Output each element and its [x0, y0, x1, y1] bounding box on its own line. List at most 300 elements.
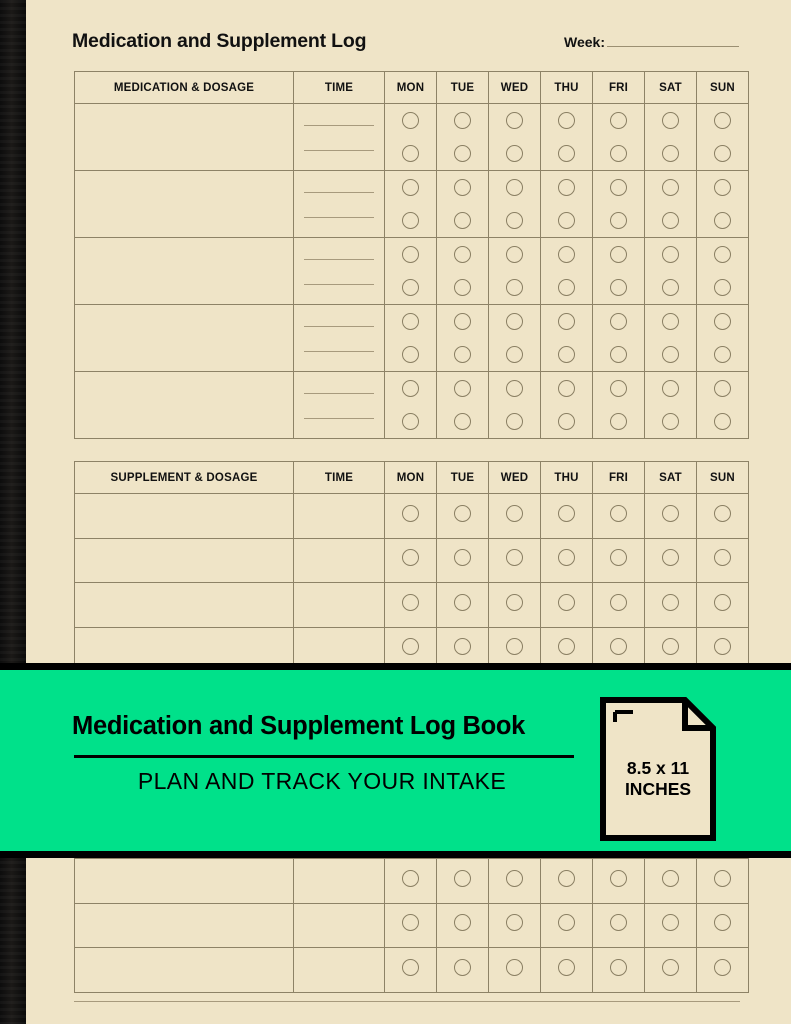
checkbox-circle-icon[interactable] [610, 914, 627, 931]
medication-day-cell[interactable] [541, 238, 593, 305]
checkbox-circle-icon[interactable] [558, 246, 575, 263]
time-line [304, 124, 374, 126]
checkbox-circle-icon[interactable] [454, 346, 471, 363]
checkbox-circle-icon[interactable] [662, 594, 679, 611]
header-sat: SAT [645, 72, 697, 104]
checkbox-circle-icon[interactable] [506, 380, 523, 397]
checkbox-circle-icon[interactable] [558, 112, 575, 129]
header-medication-dosage: MEDICATION & DOSAGE [75, 72, 294, 104]
time-line [304, 417, 374, 419]
table-row [75, 238, 749, 305]
supplement-day-cell[interactable] [593, 494, 645, 539]
supplement-day-cell[interactable] [385, 583, 437, 628]
checkbox-circle-icon[interactable] [506, 179, 523, 196]
continuation-time-cell[interactable] [294, 903, 385, 948]
medication-day-cell[interactable] [489, 238, 541, 305]
supplement-name-cell[interactable] [75, 494, 294, 539]
supplement-day-cell[interactable] [593, 627, 645, 663]
checkbox-circle-icon[interactable] [714, 413, 731, 430]
checkbox-circle-icon[interactable] [662, 179, 679, 196]
checkbox-circle-icon[interactable] [506, 279, 523, 296]
supplement-day-cell[interactable] [489, 538, 541, 583]
supplement-day-cell[interactable] [385, 494, 437, 539]
checkbox-circle-icon[interactable] [662, 959, 679, 976]
table-row [75, 171, 749, 238]
continuation-day-cell[interactable] [489, 948, 541, 993]
medication-time-cell[interactable] [294, 104, 385, 171]
medication-day-cell[interactable] [541, 171, 593, 238]
continuation-day-cell[interactable] [385, 859, 437, 904]
medication-name-cell[interactable] [75, 171, 294, 238]
continuation-day-cell[interactable] [437, 948, 489, 993]
checkbox-circle-icon[interactable] [454, 246, 471, 263]
supplement-day-cell[interactable] [593, 583, 645, 628]
medication-time-cell[interactable] [294, 171, 385, 238]
checkbox-circle-icon[interactable] [402, 145, 419, 162]
checkbox-circle-icon[interactable] [714, 279, 731, 296]
checkbox-circle-icon[interactable] [506, 870, 523, 887]
checkbox-circle-icon[interactable] [714, 505, 731, 522]
checkbox-circle-icon[interactable] [558, 346, 575, 363]
book-spine [0, 0, 26, 1024]
checkbox-circle-icon[interactable] [714, 549, 731, 566]
checkbox-circle-icon[interactable] [454, 959, 471, 976]
checkbox-circle-icon[interactable] [558, 380, 575, 397]
table-row [75, 104, 749, 171]
checkbox-pair [697, 305, 748, 371]
checkbox-circle-icon[interactable] [454, 870, 471, 887]
checkbox-circle-icon[interactable] [714, 179, 731, 196]
supplement-time-cell[interactable] [294, 538, 385, 583]
badge-line-2: INCHES [624, 778, 692, 799]
supplement-day-cell[interactable] [645, 627, 697, 663]
checkbox-pair [437, 238, 488, 304]
checkbox-circle-icon[interactable] [454, 638, 471, 655]
medication-day-cell[interactable] [437, 372, 489, 439]
checkbox-circle-icon[interactable] [402, 313, 419, 330]
header-supp-mon: MON [385, 462, 437, 494]
checkbox-circle-icon[interactable] [454, 380, 471, 397]
checkbox-circle-icon[interactable] [714, 870, 731, 887]
supplement-day-cell[interactable] [697, 494, 749, 539]
book-cover-page [26, 0, 791, 1024]
checkbox-circle-icon[interactable] [506, 212, 523, 229]
medication-day-cell[interactable] [437, 305, 489, 372]
checkbox-circle-icon[interactable] [454, 212, 471, 229]
continuation-day-cell[interactable] [593, 859, 645, 904]
medication-day-cell[interactable] [541, 104, 593, 171]
supplement-day-cell[interactable] [541, 583, 593, 628]
supplement-day-cell[interactable] [437, 583, 489, 628]
medication-day-cell[interactable] [489, 104, 541, 171]
medication-time-cell[interactable] [294, 305, 385, 372]
checkbox-circle-icon[interactable] [558, 638, 575, 655]
checkbox-circle-icon[interactable] [558, 413, 575, 430]
checkbox-circle-icon[interactable] [610, 594, 627, 611]
continuation-day-cell[interactable] [385, 948, 437, 993]
medication-day-cell[interactable] [697, 372, 749, 439]
checkbox-circle-icon[interactable] [506, 246, 523, 263]
checkbox-circle-icon[interactable] [506, 346, 523, 363]
supplement-name-cell[interactable] [75, 538, 294, 583]
week-field-group [564, 32, 751, 50]
checkbox-circle-icon[interactable] [714, 914, 731, 931]
medication-day-cell[interactable] [489, 372, 541, 439]
checkbox-circle-icon[interactable] [506, 594, 523, 611]
checkbox-circle-icon[interactable] [610, 279, 627, 296]
checkbox-circle-icon[interactable] [558, 594, 575, 611]
checkbox-circle-icon[interactable] [662, 313, 679, 330]
checkbox-circle-icon[interactable] [506, 313, 523, 330]
checkbox-circle-icon[interactable] [610, 346, 627, 363]
medication-day-cell[interactable] [645, 305, 697, 372]
checkbox-circle-icon[interactable] [454, 549, 471, 566]
continuation-day-cell[interactable] [593, 948, 645, 993]
checkbox-circle-icon[interactable] [454, 279, 471, 296]
header-tue: TUE [437, 72, 489, 104]
medication-day-cell[interactable] [593, 238, 645, 305]
medication-time-cell[interactable] [294, 372, 385, 439]
checkbox-circle-icon[interactable] [662, 505, 679, 522]
medication-day-cell[interactable] [593, 104, 645, 171]
checkbox-circle-icon[interactable] [506, 914, 523, 931]
continuation-day-cell[interactable] [437, 859, 489, 904]
medication-day-cell[interactable] [697, 238, 749, 305]
checkbox-pair [489, 171, 540, 237]
checkbox-pair [645, 372, 696, 438]
supplement-time-cell[interactable] [294, 583, 385, 628]
checkbox-circle-icon[interactable] [662, 380, 679, 397]
checkbox-circle-icon[interactable] [402, 549, 419, 566]
medication-day-cell[interactable] [541, 305, 593, 372]
supplement-day-cell[interactable] [645, 494, 697, 539]
medication-day-cell[interactable] [385, 104, 437, 171]
table-row [75, 859, 749, 904]
continuation-time-cell[interactable] [294, 859, 385, 904]
checkbox-circle-icon[interactable] [454, 594, 471, 611]
checkbox-circle-icon[interactable] [454, 179, 471, 196]
supplement-table-header-row [75, 462, 749, 494]
checkbox-circle-icon[interactable] [506, 505, 523, 522]
checkbox-circle-icon[interactable] [662, 549, 679, 566]
continuation-time-cell[interactable] [294, 948, 385, 993]
checkbox-circle-icon[interactable] [610, 212, 627, 229]
checkbox-pair [645, 305, 696, 371]
header-supp-tue: TUE [437, 462, 489, 494]
time-line [304, 392, 374, 394]
checkbox-circle-icon[interactable] [662, 346, 679, 363]
continuation-day-cell[interactable] [697, 903, 749, 948]
checkbox-circle-icon[interactable] [506, 112, 523, 129]
checkbox-circle-icon[interactable] [402, 413, 419, 430]
header-supp-fri: FRI [593, 462, 645, 494]
checkbox-circle-icon[interactable] [610, 380, 627, 397]
continuation-day-cell[interactable] [645, 859, 697, 904]
checkbox-pair [385, 372, 436, 438]
checkbox-circle-icon[interactable] [454, 413, 471, 430]
header-supp-sun: SUN [697, 462, 749, 494]
medication-day-cell[interactable] [437, 104, 489, 171]
checkbox-circle-icon[interactable] [402, 505, 419, 522]
checkbox-circle-icon[interactable] [558, 279, 575, 296]
checkbox-circle-icon[interactable] [662, 212, 679, 229]
continuation-name-cell[interactable] [75, 859, 294, 904]
time-line [304, 258, 374, 260]
medication-day-cell[interactable] [489, 171, 541, 238]
time-write-lines [294, 238, 384, 304]
continuation-name-cell[interactable] [75, 903, 294, 948]
checkbox-pair [645, 104, 696, 170]
supplement-day-cell[interactable] [437, 538, 489, 583]
checkbox-circle-icon[interactable] [402, 179, 419, 196]
checkbox-pair [541, 238, 592, 304]
table-row [75, 627, 749, 663]
checkbox-circle-icon[interactable] [558, 914, 575, 931]
banner-title: Medication and Supplement Log Book [72, 712, 526, 740]
checkbox-circle-icon[interactable] [714, 145, 731, 162]
supplement-day-cell[interactable] [385, 627, 437, 663]
checkbox-circle-icon[interactable] [610, 413, 627, 430]
checkbox-circle-icon[interactable] [558, 549, 575, 566]
checkbox-circle-icon[interactable] [662, 413, 679, 430]
supplement-time-cell[interactable] [294, 627, 385, 663]
supplement-day-cell[interactable] [645, 583, 697, 628]
checkbox-circle-icon[interactable] [662, 870, 679, 887]
checkbox-pair [489, 238, 540, 304]
supplement-day-cell[interactable] [593, 538, 645, 583]
supplement-day-cell[interactable] [541, 538, 593, 583]
checkbox-pair [593, 305, 644, 371]
checkbox-circle-icon[interactable] [610, 313, 627, 330]
medication-day-cell[interactable] [437, 238, 489, 305]
medication-name-cell[interactable] [75, 372, 294, 439]
supplement-day-cell[interactable] [541, 494, 593, 539]
checkbox-circle-icon[interactable] [714, 594, 731, 611]
checkbox-pair [385, 104, 436, 170]
checkbox-pair [697, 238, 748, 304]
checkbox-circle-icon[interactable] [402, 346, 419, 363]
table-row [75, 903, 749, 948]
checkbox-circle-icon[interactable] [610, 145, 627, 162]
supplement-day-cell[interactable] [437, 627, 489, 663]
medication-day-cell[interactable] [593, 171, 645, 238]
checkbox-circle-icon[interactable] [454, 145, 471, 162]
checkbox-circle-icon[interactable] [558, 145, 575, 162]
time-line [304, 283, 374, 285]
checkbox-pair [541, 305, 592, 371]
medication-day-cell[interactable] [645, 171, 697, 238]
medication-day-cell[interactable] [385, 171, 437, 238]
bottom-table-body [75, 859, 749, 993]
table-row [75, 583, 749, 628]
header-time: TIME [294, 72, 385, 104]
medication-day-cell[interactable] [385, 305, 437, 372]
checkbox-circle-icon[interactable] [662, 112, 679, 129]
medication-table [74, 71, 749, 439]
checkbox-circle-icon[interactable] [662, 914, 679, 931]
continuation-day-cell[interactable] [593, 903, 645, 948]
supplement-day-cell[interactable] [697, 583, 749, 628]
medication-name-cell[interactable] [75, 305, 294, 372]
checkbox-circle-icon[interactable] [402, 279, 419, 296]
checkbox-pair [489, 372, 540, 438]
checkbox-circle-icon[interactable] [610, 179, 627, 196]
supplement-table [74, 461, 749, 663]
checkbox-circle-icon[interactable] [454, 313, 471, 330]
checkbox-circle-icon[interactable] [610, 549, 627, 566]
checkbox-circle-icon[interactable] [402, 594, 419, 611]
supplement-day-cell[interactable] [489, 627, 541, 663]
checkbox-circle-icon[interactable] [714, 313, 731, 330]
time-write-lines [294, 171, 384, 237]
medication-day-cell[interactable] [697, 171, 749, 238]
header-thu: THU [541, 72, 593, 104]
checkbox-circle-icon[interactable] [610, 112, 627, 129]
continuation-day-cell[interactable] [541, 948, 593, 993]
medication-day-cell[interactable] [385, 238, 437, 305]
header-supp-wed: WED [489, 462, 541, 494]
checkbox-circle-icon[interactable] [558, 179, 575, 196]
checkbox-pair [593, 238, 644, 304]
checkbox-circle-icon[interactable] [402, 638, 419, 655]
continuation-day-cell[interactable] [645, 948, 697, 993]
checkbox-pair [437, 305, 488, 371]
checkbox-circle-icon[interactable] [610, 246, 627, 263]
page-size-badge [599, 696, 717, 842]
medication-name-cell[interactable] [75, 238, 294, 305]
medication-day-cell[interactable] [645, 238, 697, 305]
checkbox-circle-icon[interactable] [402, 870, 419, 887]
continuation-day-cell[interactable] [385, 903, 437, 948]
continuation-day-cell[interactable] [489, 903, 541, 948]
medication-day-cell[interactable] [645, 104, 697, 171]
checkbox-circle-icon[interactable] [714, 212, 731, 229]
checkbox-circle-icon[interactable] [558, 505, 575, 522]
checkbox-circle-icon[interactable] [714, 380, 731, 397]
checkbox-circle-icon[interactable] [610, 505, 627, 522]
supplement-time-cell[interactable] [294, 494, 385, 539]
medication-day-cell[interactable] [489, 305, 541, 372]
medication-day-cell[interactable] [645, 372, 697, 439]
supplement-day-cell[interactable] [489, 494, 541, 539]
supplement-day-cell[interactable] [437, 494, 489, 539]
continuation-day-cell[interactable] [541, 859, 593, 904]
continuation-day-cell[interactable] [489, 859, 541, 904]
medication-day-cell[interactable] [437, 171, 489, 238]
week-label: Week: [564, 34, 605, 50]
supplement-day-cell[interactable] [697, 538, 749, 583]
checkbox-circle-icon[interactable] [558, 959, 575, 976]
checkbox-circle-icon[interactable] [610, 870, 627, 887]
checkbox-circle-icon[interactable] [454, 505, 471, 522]
supplement-day-cell[interactable] [385, 538, 437, 583]
continuation-day-cell[interactable] [437, 903, 489, 948]
time-line [304, 149, 374, 151]
checkbox-circle-icon[interactable] [402, 112, 419, 129]
checkbox-circle-icon[interactable] [610, 638, 627, 655]
checkbox-circle-icon[interactable] [714, 959, 731, 976]
checkbox-circle-icon[interactable] [454, 112, 471, 129]
continuation-name-cell[interactable] [75, 948, 294, 993]
checkbox-circle-icon[interactable] [506, 549, 523, 566]
supplement-name-cell[interactable] [75, 583, 294, 628]
page-title: Medication and Supplement Log [72, 30, 367, 52]
checkbox-circle-icon[interactable] [558, 313, 575, 330]
header-supp-time: TIME [294, 462, 385, 494]
checkbox-pair [385, 305, 436, 371]
continuation-day-cell[interactable] [697, 948, 749, 993]
checkbox-circle-icon[interactable] [402, 212, 419, 229]
medication-day-cell[interactable] [541, 372, 593, 439]
banner-subtitle: PLAN AND TRACK YOUR INTAKE [137, 768, 507, 794]
supplement-day-cell[interactable] [697, 627, 749, 663]
checkbox-circle-icon[interactable] [506, 638, 523, 655]
supplement-name-cell[interactable] [75, 627, 294, 663]
checkbox-circle-icon[interactable] [714, 246, 731, 263]
checkbox-circle-icon[interactable] [662, 638, 679, 655]
week-input-line[interactable] [607, 32, 739, 47]
checkbox-circle-icon[interactable] [662, 145, 679, 162]
continuation-day-cell[interactable] [645, 903, 697, 948]
checkbox-circle-icon[interactable] [454, 914, 471, 931]
checkbox-pair [593, 171, 644, 237]
medication-time-cell[interactable] [294, 238, 385, 305]
checkbox-circle-icon[interactable] [662, 279, 679, 296]
header-mon: MON [385, 72, 437, 104]
medication-name-cell[interactable] [75, 104, 294, 171]
checkbox-circle-icon[interactable] [402, 380, 419, 397]
time-write-lines [294, 372, 384, 438]
checkbox-circle-icon[interactable] [662, 246, 679, 263]
checkbox-circle-icon[interactable] [402, 959, 419, 976]
table-row [75, 948, 749, 993]
checkbox-pair [489, 104, 540, 170]
medication-day-cell[interactable] [385, 372, 437, 439]
log-sheet-bottom [26, 858, 791, 1024]
time-line [304, 216, 374, 218]
checkbox-circle-icon[interactable] [558, 870, 575, 887]
checkbox-circle-icon[interactable] [402, 914, 419, 931]
checkbox-circle-icon[interactable] [714, 112, 731, 129]
checkbox-pair [645, 238, 696, 304]
header-supp-thu: THU [541, 462, 593, 494]
checkbox-pair [645, 171, 696, 237]
medication-day-cell[interactable] [593, 372, 645, 439]
checkbox-circle-icon[interactable] [558, 212, 575, 229]
checkbox-circle-icon[interactable] [506, 413, 523, 430]
checkbox-circle-icon[interactable] [714, 638, 731, 655]
bottom-continuation-table [74, 858, 749, 993]
continuation-day-cell[interactable] [697, 859, 749, 904]
checkbox-circle-icon[interactable] [506, 145, 523, 162]
supplement-day-cell[interactable] [489, 583, 541, 628]
checkbox-circle-icon[interactable] [402, 246, 419, 263]
supplement-day-cell[interactable] [541, 627, 593, 663]
checkbox-pair [437, 171, 488, 237]
medication-day-cell[interactable] [697, 104, 749, 171]
time-write-lines [294, 104, 384, 170]
continuation-day-cell[interactable] [541, 903, 593, 948]
medication-table-header-row [75, 72, 749, 104]
medication-day-cell[interactable] [697, 305, 749, 372]
checkbox-circle-icon[interactable] [506, 959, 523, 976]
supplement-day-cell[interactable] [645, 538, 697, 583]
checkbox-circle-icon[interactable] [714, 346, 731, 363]
checkbox-circle-icon[interactable] [610, 959, 627, 976]
checkbox-pair [697, 372, 748, 438]
log-sheet-top [26, 0, 791, 663]
medication-day-cell[interactable] [593, 305, 645, 372]
